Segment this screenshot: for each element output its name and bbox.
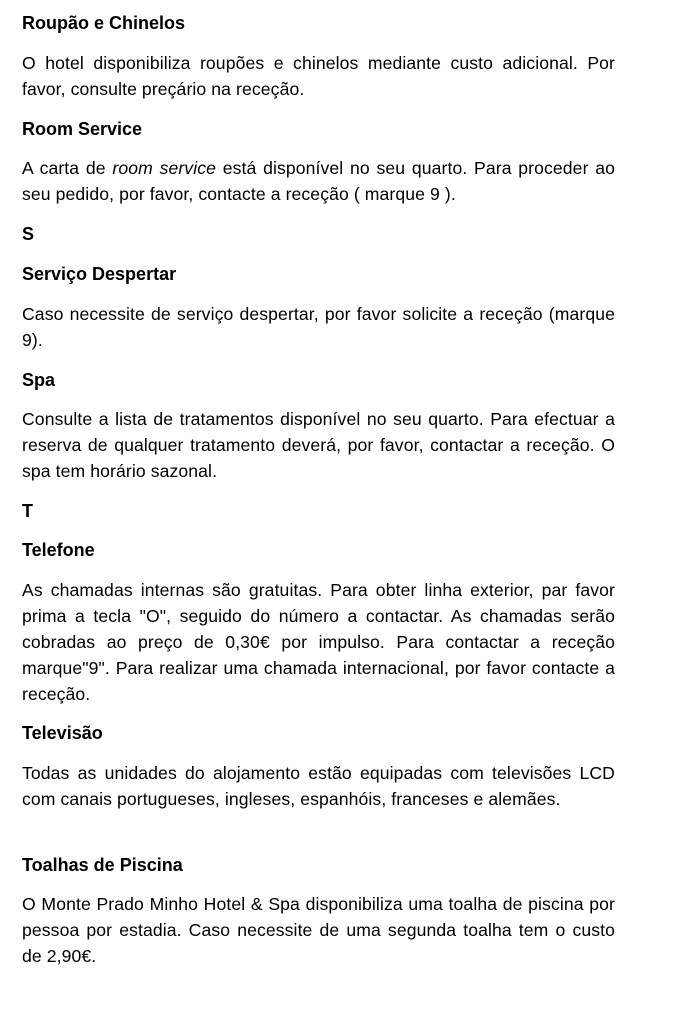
heading-toalhas-piscina: Toalhas de Piscina [22, 855, 183, 875]
heading-spa: Spa [22, 370, 56, 390]
heading-room-service: Room Service [22, 119, 143, 139]
heading-servico-despertar: Serviço Despertar [22, 264, 177, 284]
heading-roupao-chinelos: Roupão e Chinelos [22, 13, 186, 33]
heading-telefone: Telefone [22, 540, 95, 560]
paragraph-spa: Consulte a lista de tratamentos disponível no seu quarto. Para efectuar a reserva de qualquer tratamento deverá, por favor, contactar a receção. O spa tem horário sazonal. [22, 409, 615, 481]
room-service-emphasis: room service [112, 158, 216, 178]
paragraph-televisao: Todas as unidades do alojamento estão equipadas com televisões LCD com canais portugueses, ingleses, espanhóis, franceses e alemães. [22, 763, 615, 809]
paragraph-roupao-chinelos: O hotel disponibiliza roupões e chinelos mediante custo adicional. Por favor, consulte preçário na receção. [22, 53, 615, 99]
letter-heading-s: S [22, 224, 35, 244]
room-service-text-prefix: A carta de [22, 158, 113, 178]
heading-televisao: Televisão [22, 723, 103, 743]
paragraph-toalhas-piscina: O Monte Prado Minho Hotel & Spa disponibiliza uma toalha de piscina por pessoa por estadia. Caso necessite de uma segunda toalha tem o custo de 2,90€. [22, 894, 615, 966]
paragraph-servico-despertar: Caso necessite de serviço despertar, por favor solicite a receção (marque 9). [22, 304, 615, 350]
room-service-text-suffix: está disponível no seu quarto. Para proceder ao seu pedido, por favor, contacte a receção ( marque 9 ). [22, 158, 616, 204]
letter-heading-t: T [22, 501, 33, 521]
paragraph-telefone: As chamadas internas são gratuitas. Para obter linha exterior, par favor prima a tecla "O", seguido do número a contactar. As chamadas serão cobradas ao preço de 0,30€ por impulso. Para contactar a receção marque"9". Para realizar uma chamada internacional, por favor contacte a receção. [22, 580, 615, 704]
paragraph-room-service [22, 155, 615, 207]
